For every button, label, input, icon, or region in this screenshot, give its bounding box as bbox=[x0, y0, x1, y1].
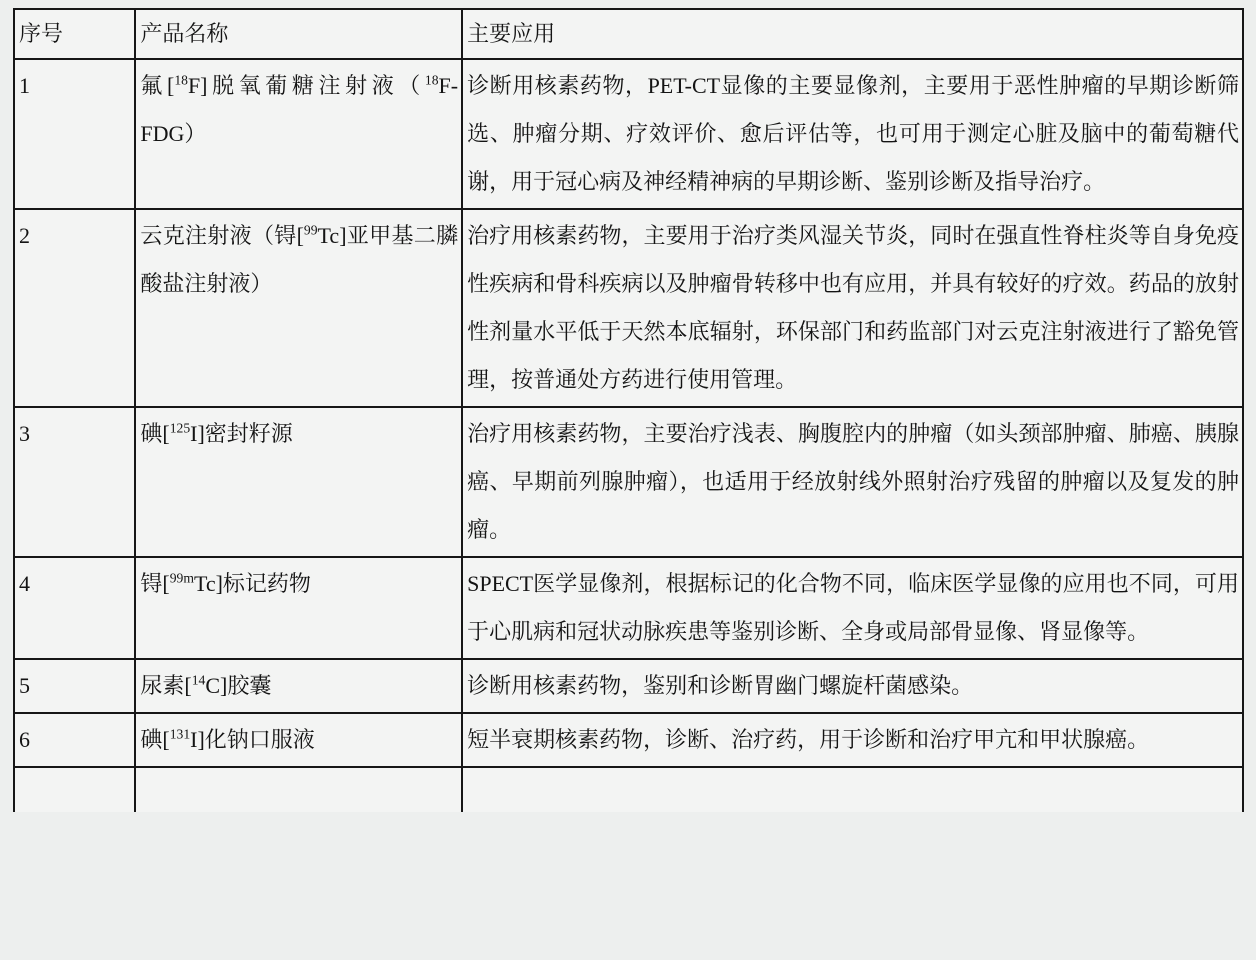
product-name-cell bbox=[135, 659, 462, 713]
isotope-superscript: 14 bbox=[191, 672, 206, 688]
table-header bbox=[14, 9, 1243, 59]
product-name-text: Tc]标记药物 bbox=[193, 571, 311, 596]
table-row bbox=[14, 209, 1243, 407]
isotope-superscript: 18 bbox=[174, 72, 188, 88]
row-serial-number: 5 bbox=[14, 659, 135, 713]
table-body bbox=[14, 59, 1243, 767]
product-name-text: 氟[ bbox=[140, 73, 175, 98]
product-name-cell bbox=[135, 59, 462, 209]
partial-cell bbox=[14, 767, 135, 812]
product-name-text: I]密封籽源 bbox=[190, 421, 293, 446]
product-name-cell bbox=[135, 713, 462, 767]
application-cell: 诊断用核素药物，鉴别和诊断胃幽门螺旋杆菌感染。 bbox=[462, 659, 1243, 713]
row-serial-number: 2 bbox=[14, 209, 135, 407]
header-product-name: 产品名称 bbox=[135, 9, 462, 59]
product-name-cell bbox=[135, 557, 462, 659]
product-name-text: 云克注射液（锝[ bbox=[140, 223, 304, 248]
row-serial-number: 1 bbox=[14, 59, 135, 209]
product-name-text: Tc]亚甲基二膦酸盐注射液） bbox=[140, 223, 459, 296]
table-footer-partial bbox=[14, 767, 1243, 812]
application-cell: SPECT医学显像剂，根据标记的化合物不同，临床医学显像的应用也不同，可用于心肌病和冠状动脉疾患等鉴别诊断、全身或局部骨显像、肾显像等。 bbox=[462, 557, 1243, 659]
header-serial-number: 序号 bbox=[14, 9, 135, 59]
partial-row bbox=[14, 767, 1243, 812]
application-cell: 治疗用核素药物，主要用于治疗类风湿关节炎，同时在强直性脊柱炎等自身免疫性疾病和骨科疾病以及肿瘤骨转移中也有应用，并具有较好的疗效。药品的放射性剂量水平低于天然本底辐射，环保部门和药监部门对云克注射液进行了豁免管理，按普通处方药进行使用管理。 bbox=[462, 209, 1243, 407]
table-row bbox=[14, 659, 1243, 713]
product-name-text: 尿素[ bbox=[140, 673, 192, 698]
isotope-superscript: 99m bbox=[169, 570, 194, 586]
isotope-superscript: 125 bbox=[169, 420, 191, 436]
row-serial-number: 4 bbox=[14, 557, 135, 659]
product-name-text: F]脱氧葡糖注射液（ bbox=[187, 73, 425, 98]
header-main-application: 主要应用 bbox=[462, 9, 1243, 59]
product-name-text: 锝[ bbox=[140, 571, 170, 596]
header-row bbox=[14, 9, 1243, 59]
partial-cell bbox=[462, 767, 1243, 812]
table-row bbox=[14, 59, 1243, 209]
table-row bbox=[14, 557, 1243, 659]
product-name-cell bbox=[135, 407, 462, 557]
product-name-text: 碘[ bbox=[140, 727, 170, 752]
product-name-text: I]化钠口服液 bbox=[190, 727, 315, 752]
row-serial-number: 6 bbox=[14, 713, 135, 767]
product-name-text: F-FDG） bbox=[140, 73, 459, 146]
product-name-cell bbox=[135, 209, 462, 407]
application-cell: 诊断用核素药物，PET-CT显像的主要显像剂，主要用于恶性肿瘤的早期诊断筛选、肿瘤分期、疗效评价、愈后评估等，也可用于测定心脏及脑中的葡萄糖代谢，用于冠心病及神经精神病的早期诊断、鉴别诊断及指导治疗。 bbox=[462, 59, 1243, 209]
table-row bbox=[14, 407, 1243, 557]
table-row bbox=[14, 713, 1243, 767]
product-table bbox=[13, 8, 1244, 812]
isotope-superscript: 131 bbox=[169, 726, 191, 742]
isotope-superscript: 99 bbox=[303, 222, 318, 238]
isotope-superscript: 18 bbox=[424, 72, 439, 88]
product-name-text: C]胶囊 bbox=[205, 673, 272, 698]
product-name-text: 碘[ bbox=[140, 421, 170, 446]
application-cell: 短半衰期核素药物，诊断、治疗药，用于诊断和治疗甲亢和甲状腺癌。 bbox=[462, 713, 1243, 767]
row-serial-number: 3 bbox=[14, 407, 135, 557]
application-cell: 治疗用核素药物，主要治疗浅表、胸腹腔内的肿瘤（如头颈部肿瘤、肺癌、胰腺癌、早期前列腺肿瘤），也适用于经放射线外照射治疗残留的肿瘤以及复发的肿瘤。 bbox=[462, 407, 1243, 557]
partial-cell bbox=[135, 767, 462, 812]
